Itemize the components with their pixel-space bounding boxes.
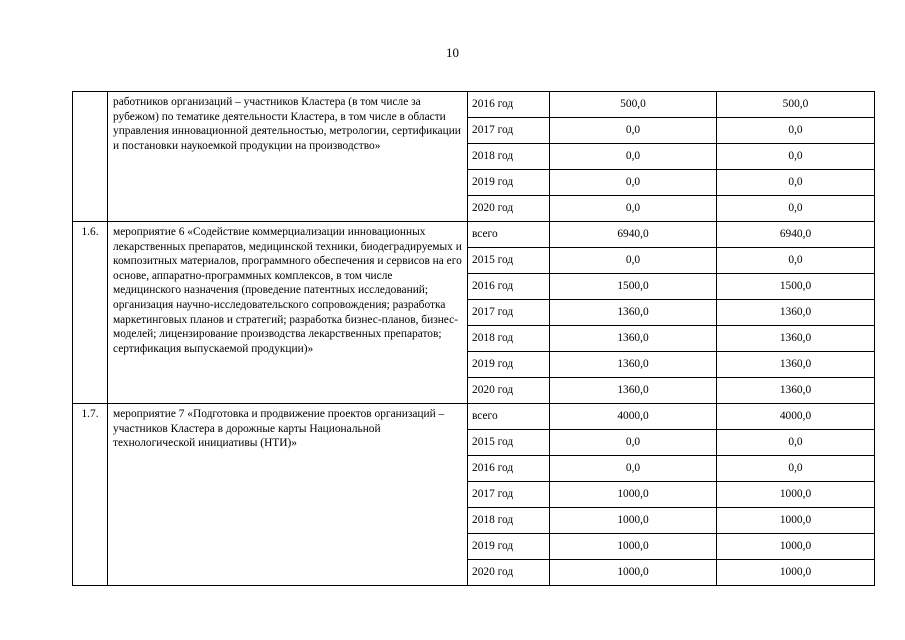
item-description: работников организаций – участников Кластера (в том числе за рубежом) по тематике деятельности Кластера, в том числе в области управления инновационной деятельностью, метрологии, сертификации и постановки наукоемкой продукции на производство» [108,92,468,222]
table-row [73,222,875,248]
budget-table [72,91,875,586]
amount-cell-2: 1360,0 [717,300,875,326]
period-cell: 2015 год [468,248,550,274]
amount-cell-1: 1500,0 [550,274,717,300]
item-number: 1.6. [73,222,108,404]
amount-cell-2: 0,0 [717,248,875,274]
amount-cell-1: 6940,0 [550,222,717,248]
amount-cell-2: 0,0 [717,118,875,144]
amount-cell-2: 1360,0 [717,378,875,404]
period-cell: 2015 год [468,430,550,456]
amount-cell-2: 1000,0 [717,534,875,560]
amount-cell-1: 0,0 [550,248,717,274]
period-cell: 2020 год [468,378,550,404]
amount-cell-1: 0,0 [550,144,717,170]
amount-cell-1: 0,0 [550,456,717,482]
period-cell: 2019 год [468,170,550,196]
amount-cell-2: 6940,0 [717,222,875,248]
amount-cell-1: 1000,0 [550,508,717,534]
period-cell: 2020 год [468,196,550,222]
amount-cell-2: 0,0 [717,196,875,222]
amount-cell-1: 1360,0 [550,300,717,326]
amount-cell-1: 0,0 [550,118,717,144]
amount-cell-1: 1000,0 [550,560,717,586]
period-cell: 2017 год [468,300,550,326]
table-row [73,92,875,118]
period-cell: 2018 год [468,144,550,170]
period-cell: 2018 год [468,508,550,534]
period-cell: всего [468,222,550,248]
amount-cell-2: 1360,0 [717,326,875,352]
amount-cell-2: 0,0 [717,430,875,456]
amount-cell-1: 1000,0 [550,534,717,560]
period-cell: 2017 год [468,482,550,508]
period-cell: 2019 год [468,352,550,378]
item-number: 1.7. [73,404,108,586]
item-number [73,92,108,222]
period-cell: 2020 год [468,560,550,586]
amount-cell-1: 1360,0 [550,378,717,404]
amount-cell-1: 500,0 [550,92,717,118]
amount-cell-2: 1500,0 [717,274,875,300]
amount-cell-1: 1000,0 [550,482,717,508]
period-cell: 2017 год [468,118,550,144]
period-cell: 2019 год [468,534,550,560]
amount-cell-2: 0,0 [717,456,875,482]
item-description: мероприятие 6 «Содействие коммерциализации инновационных лекарственных препаратов, медицинской техники, биодеградируемых и композитных материалов, программного обеспечения и сервисов на его основе, аппаратно-программных комплексов, в том числе медицинского назначения (проведение патентных исследований; организация научно-исследовательского сопровождения; разработка маркетинговых планов и стратегий; разработка бизнес-планов, бизнес-моделей; лицензирование производства лекарственных препаратов; сертификация выпускаемой продукции)» [108,222,468,404]
amount-cell-2: 1000,0 [717,560,875,586]
table-row [73,404,875,430]
period-cell: всего [468,404,550,430]
period-cell: 2016 год [468,92,550,118]
amount-cell-2: 4000,0 [717,404,875,430]
amount-cell-1: 1360,0 [550,352,717,378]
amount-cell-2: 0,0 [717,144,875,170]
item-description: мероприятие 7 «Подготовка и продвижение проектов организаций – участников Кластера в дорожные карты Национальной технологической инициативы (НТИ)» [108,404,468,586]
amount-cell-1: 0,0 [550,430,717,456]
amount-cell-2: 1000,0 [717,508,875,534]
period-cell: 2016 год [468,274,550,300]
page-number: 10 [446,45,459,60]
budget-table-body [73,92,875,586]
amount-cell-1: 0,0 [550,196,717,222]
period-cell: 2016 год [468,456,550,482]
amount-cell-1: 4000,0 [550,404,717,430]
amount-cell-2: 1000,0 [717,482,875,508]
amount-cell-2: 1360,0 [717,352,875,378]
amount-cell-2: 0,0 [717,170,875,196]
amount-cell-2: 500,0 [717,92,875,118]
amount-cell-1: 1360,0 [550,326,717,352]
period-cell: 2018 год [468,326,550,352]
amount-cell-1: 0,0 [550,170,717,196]
